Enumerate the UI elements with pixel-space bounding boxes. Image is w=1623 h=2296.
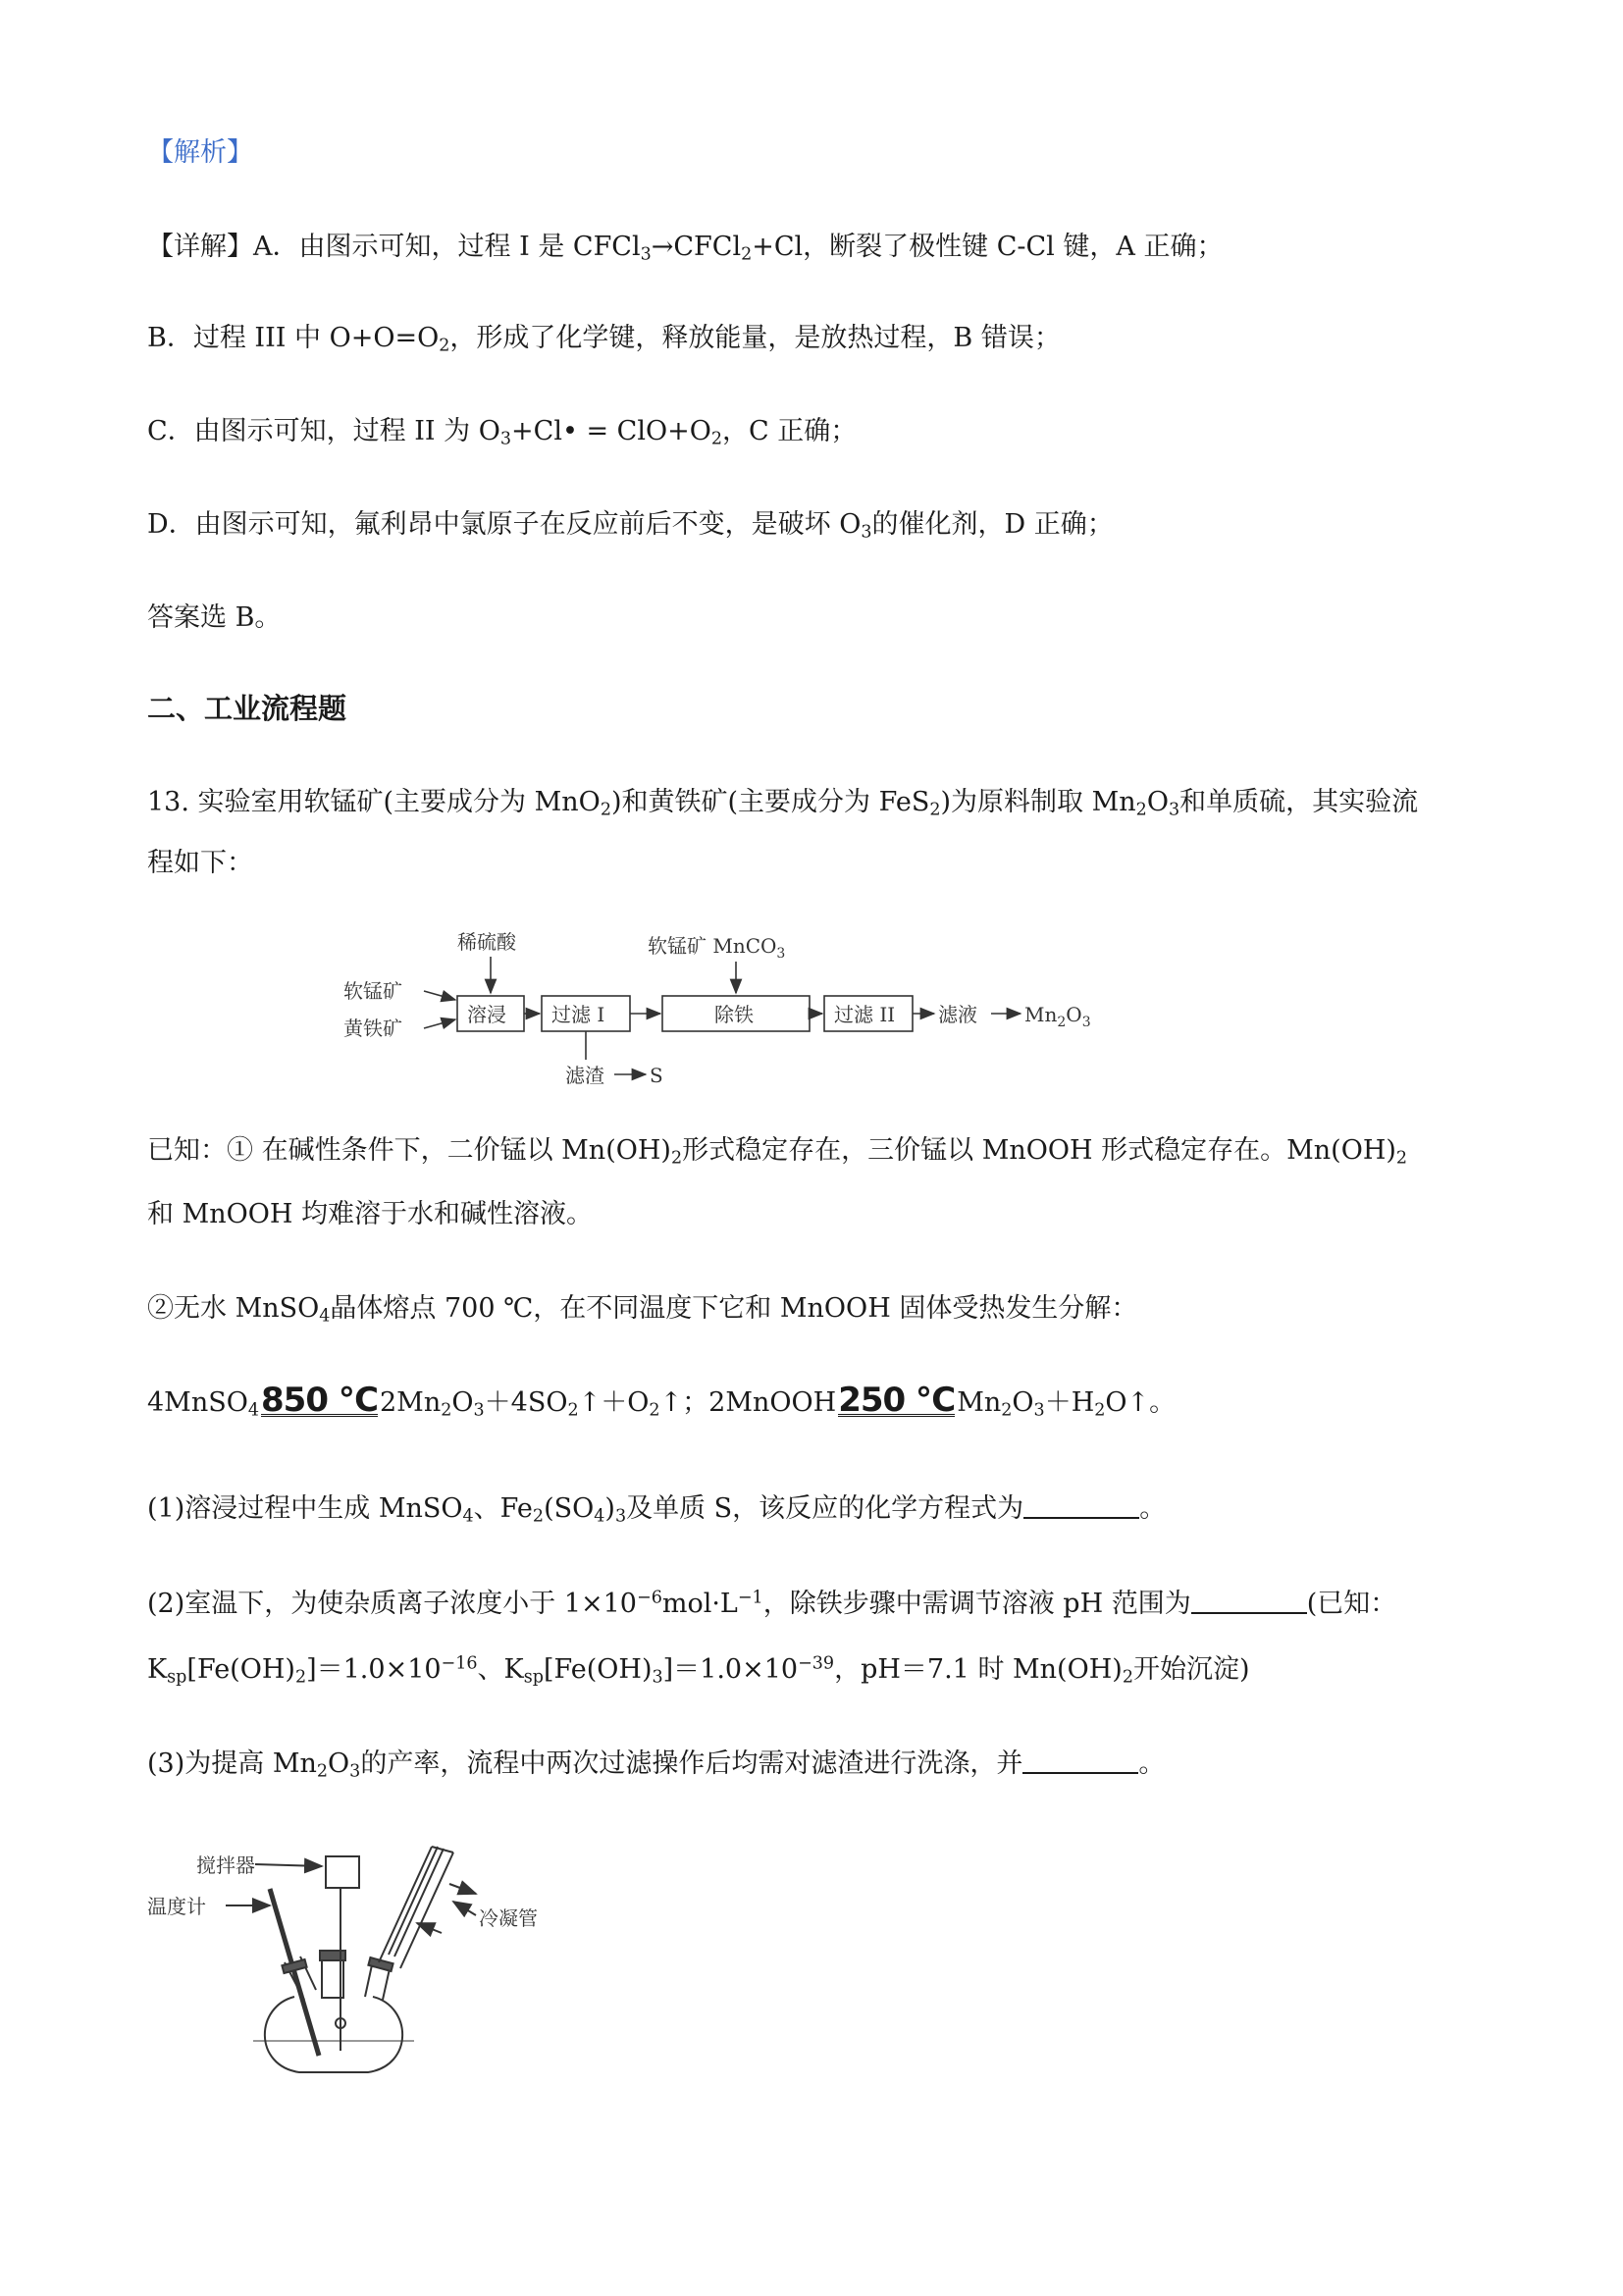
text: Mn	[1024, 1003, 1058, 1026]
subscript: 2	[600, 800, 611, 820]
text: mol·L	[661, 1589, 738, 1619]
flow-filtrate: 滤液	[938, 1003, 977, 1026]
text: 及单质 S，该反应的化学方程式为	[626, 1493, 1024, 1524]
text: O	[451, 1387, 474, 1418]
apparatus-diagram	[137, 1825, 579, 2080]
text: →CFCl	[651, 232, 742, 262]
text: 晶体熔点 700 ℃，在不同温度下它和 MnOOH 固体受热发生分解：	[330, 1293, 1138, 1324]
text: (已知：	[1306, 1589, 1397, 1619]
section-title: 二、工业流程题	[147, 692, 347, 725]
superscript: −39	[798, 1653, 835, 1674]
text: 的产率，流程中两次过滤操作后均需对滤渣进行洗涤，并	[360, 1748, 1023, 1779]
subscript: 2	[649, 1400, 660, 1421]
text: )为原料制取 Mn	[940, 787, 1136, 817]
subscript: 2	[1395, 1148, 1408, 1169]
text: 250 ℃	[838, 1381, 956, 1420]
subscript: 2	[670, 1148, 683, 1169]
known-line-3	[147, 1289, 1137, 1329]
text: Mn	[957, 1387, 1002, 1418]
subscript: 2	[1094, 1400, 1106, 1421]
subscript: 3	[652, 1667, 663, 1688]
subscript: 3	[614, 1506, 627, 1527]
label-thermometer: 温度计	[147, 1895, 206, 1918]
text: ]＝1.0×10	[306, 1654, 442, 1685]
text: K	[147, 1654, 168, 1685]
text: ，pH＝7.1 时 Mn(OH)	[834, 1654, 1123, 1685]
flow-box-leach: 溶浸	[467, 1003, 506, 1026]
text: 13. 实验室用软锰矿(主要成分为 MnO	[147, 787, 601, 817]
text: 、Fe	[473, 1493, 533, 1524]
text: ＋4SO	[484, 1387, 568, 1418]
superscript: −16	[441, 1653, 478, 1674]
subscript: 3	[776, 946, 786, 962]
answer-blank[interactable]	[1023, 1491, 1139, 1519]
question-part-1	[147, 1489, 1166, 1529]
subscript: 3	[640, 244, 652, 265]
subscript: 3	[349, 1761, 361, 1782]
subscript: 4	[594, 1506, 605, 1527]
flow-input-pyrolusite: 软锰矿	[343, 979, 402, 1003]
reaction-condition-250	[838, 1381, 956, 1420]
flow-product	[1024, 1003, 1091, 1030]
subscript: 2	[710, 429, 723, 449]
text: 、K	[477, 1654, 524, 1685]
text: [Fe(OH)	[543, 1654, 653, 1685]
question-part-2-line-1	[147, 1585, 1396, 1624]
detail-tag: 【详解】	[147, 232, 253, 262]
text: ＋H	[1044, 1387, 1095, 1418]
text: 的催化剂，D 正确；	[871, 509, 1114, 540]
subscript: 2	[294, 1667, 307, 1688]
known-line-1	[147, 1131, 1407, 1171]
text: ②无水 MnSO	[147, 1293, 320, 1324]
text: A．由图示可知，过程 I 是 CFCl	[253, 232, 641, 262]
text: 850 ℃	[261, 1381, 378, 1420]
text: O	[1066, 1003, 1082, 1026]
question-13-line-1	[147, 783, 1418, 822]
subscript: 2	[1001, 1400, 1013, 1421]
text: O	[1146, 787, 1169, 817]
text: ↑；2MnOOH	[659, 1387, 837, 1418]
known-line-2: 和 MnOOH 均难溶于水和碱性溶液。	[147, 1199, 594, 1229]
text: O↑。	[1105, 1387, 1177, 1418]
text: ↑＋O	[578, 1387, 650, 1418]
subscript: 4	[247, 1400, 260, 1421]
subscript: 4	[462, 1506, 474, 1527]
label-condenser: 冷凝管	[479, 1906, 538, 1930]
answer-blank[interactable]	[1022, 1747, 1138, 1774]
flow-box-filter-2: 过滤 II	[834, 1003, 896, 1026]
text: 。	[1139, 1493, 1167, 1524]
subscript: 3	[473, 1400, 485, 1421]
detail-option-d	[147, 505, 1114, 545]
text: ，C 正确；	[722, 416, 858, 446]
question-13-line-2: 程如下：	[147, 848, 253, 878]
subscript: 3	[1033, 1400, 1045, 1421]
text: 开始沉淀)	[1132, 1654, 1250, 1685]
text: O	[1012, 1387, 1034, 1418]
subscript: 3	[861, 522, 872, 543]
text: (SO	[544, 1493, 595, 1524]
flow-sulfur: S	[650, 1064, 663, 1087]
subscript: 2	[1135, 800, 1147, 820]
flow-box-iron-removal: 除铁	[714, 1003, 754, 1026]
detail-option-c	[147, 412, 857, 451]
flow-top-inputs	[648, 934, 785, 962]
text: 。	[1138, 1748, 1166, 1779]
text: 4MnSO	[147, 1387, 248, 1418]
flow-input-pyrite: 黄铁矿	[343, 1017, 402, 1040]
subscript: 2	[741, 244, 753, 265]
text: ，形成了化学键，释放能量，是放热过程，B 错误；	[449, 323, 1061, 353]
subscript: 2	[1122, 1667, 1133, 1688]
answer-blank[interactable]	[1191, 1587, 1307, 1614]
question-part-3	[147, 1745, 1165, 1784]
superscript: −1	[737, 1588, 763, 1608]
label-stirrer: 搅拌器	[196, 1853, 255, 1877]
superscript: −6	[637, 1588, 662, 1608]
analysis-heading: 【解析】	[147, 137, 253, 168]
text: 已知：① 在碱性条件下，二价锰以 Mn(OH)	[147, 1135, 671, 1166]
text: (3)为提高 Mn	[147, 1748, 317, 1779]
reaction-condition-850	[261, 1381, 378, 1420]
subscript: 4	[319, 1306, 331, 1327]
subscript: 2	[532, 1506, 545, 1527]
subscript: 2	[929, 800, 941, 820]
subscript: 3	[1168, 800, 1180, 820]
subscript: 3	[1081, 1015, 1091, 1030]
text: 2Mn	[380, 1387, 442, 1418]
flow-diagram	[334, 917, 1119, 1089]
text: +Cl• = ClO+O	[511, 416, 711, 446]
text: (2)室温下，为使杂质离子浓度小于 1×10	[147, 1589, 637, 1619]
text: O	[328, 1748, 350, 1779]
subscript: sp	[523, 1667, 544, 1688]
text: 形式稳定存在，三价锰以 MnOOH 形式稳定存在。Mn(OH)	[682, 1135, 1396, 1166]
text: )和黄铁矿(主要成分为 FeS	[610, 787, 930, 817]
subscript: 2	[316, 1761, 329, 1782]
text: ，除铁步骤中需调节溶液 pH 范围为	[762, 1589, 1191, 1619]
subscript: 2	[567, 1400, 579, 1421]
detail-option-a	[147, 228, 1223, 267]
text: ]＝1.0×10	[662, 1654, 799, 1685]
text: B．过程 III 中 O+O=O	[147, 323, 440, 353]
decomposition-equations	[147, 1383, 1176, 1423]
detail-option-b	[147, 319, 1061, 358]
answer-line: 答案选 B。	[147, 602, 282, 633]
text: )	[604, 1493, 615, 1524]
flow-acid: 稀硫酸	[457, 930, 516, 954]
question-part-2-line-2	[147, 1650, 1250, 1690]
subscript: 2	[439, 336, 450, 356]
text: D．由图示可知，氟利昂中氯原子在反应前后不变，是破坏 O	[147, 509, 862, 540]
text: 和单质硫，其实验流	[1179, 787, 1419, 817]
text: (1)溶浸过程中生成 MnSO	[147, 1493, 463, 1524]
flow-box-filter-1: 过滤 I	[551, 1003, 605, 1026]
subscript: 2	[1057, 1015, 1067, 1030]
text: [Fe(OH)	[186, 1654, 295, 1685]
text: 软锰矿 MnCO	[648, 934, 777, 958]
subscript: sp	[167, 1667, 187, 1688]
text: C．由图示可知，过程 II 为 O	[147, 416, 500, 446]
subscript: 3	[499, 429, 512, 449]
text: +Cl，断裂了极性键 C-Cl 键，A 正确；	[752, 232, 1224, 262]
subscript: 2	[441, 1400, 452, 1421]
flow-residue: 滤渣	[565, 1064, 604, 1087]
